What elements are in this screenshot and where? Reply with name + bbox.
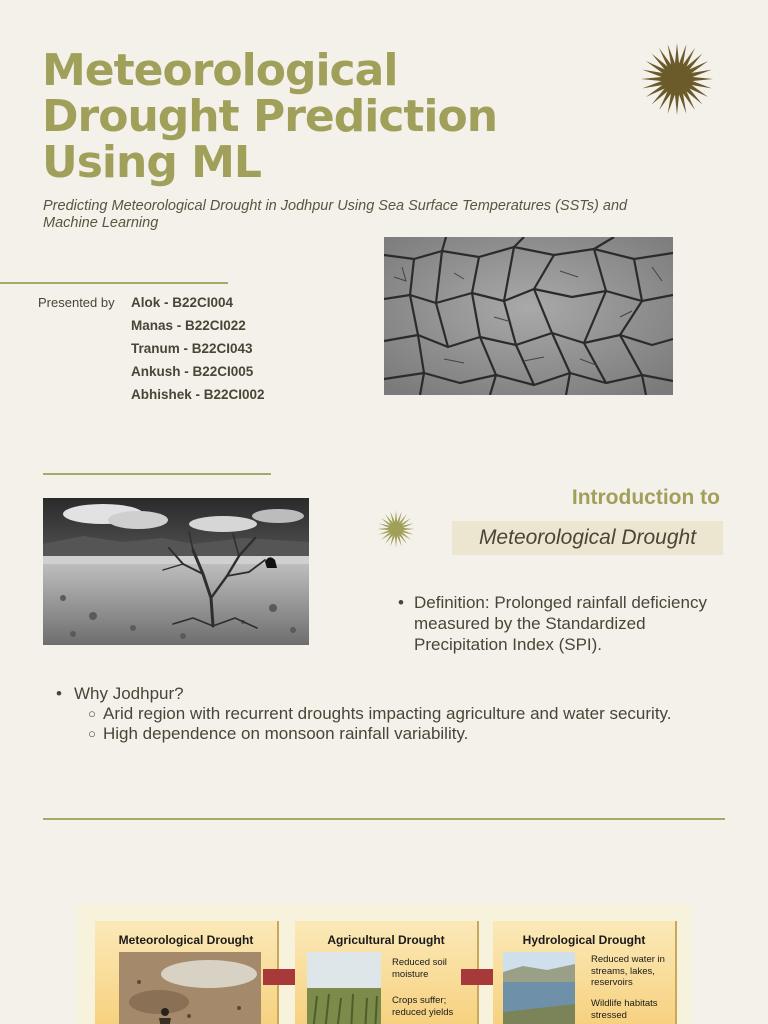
bullet-icon: • <box>56 684 62 703</box>
presenter-name: Abhishek - B22CI002 <box>131 387 265 402</box>
dead-tree-photo <box>43 498 309 645</box>
presenter-name: Manas - B22CI022 <box>131 318 246 333</box>
subtitle: Predicting Meteorological Drought in Jodhpur Using Sea Surface Temperatures (SSTs) and Machine Learning <box>43 198 628 231</box>
agricultural-drought-card <box>295 921 479 1024</box>
drought-types-diagram <box>77 905 691 1024</box>
card-title: Meteorological Drought <box>118 933 254 947</box>
title-line: Drought Prediction <box>42 91 498 142</box>
divider <box>43 473 271 475</box>
list-item-text: Arid region with recurrent droughts impacting agriculture and water security. <box>103 704 672 723</box>
list-item-text: High dependence on monsoon rainfall variability. <box>103 724 469 743</box>
list-item <box>56 684 736 704</box>
cracked-earth-photo <box>384 237 673 395</box>
circle-bullet-icon: ○ <box>88 706 96 721</box>
card-note: Wildlife habitats stressed <box>591 998 658 1021</box>
presenter-name: Ankush - B22CI005 <box>131 364 254 379</box>
presented-by-label: Presented by <box>38 295 115 310</box>
card-note: Reduced water in streams, lakes, reservoirs <box>591 954 665 988</box>
presenter-list <box>131 294 265 409</box>
crop-field-photo <box>307 952 381 1024</box>
sunburst-icon <box>377 510 415 548</box>
divider <box>43 818 725 820</box>
definition-text: Definition: Prolonged rainfall deficiency measured by the Standardized Precipitation Index (SPI). <box>414 593 707 654</box>
list-subitem <box>88 724 736 744</box>
page-title <box>42 45 562 188</box>
meteorological-drought-card <box>95 921 279 1024</box>
list-subitem <box>88 704 736 724</box>
definition-bullet <box>398 592 738 655</box>
presenter-name: Tranum - B22CI043 <box>131 341 253 356</box>
section-subheading: Meteorological Drought <box>452 521 723 555</box>
reservoir-photo <box>503 952 575 1024</box>
divider <box>0 282 228 284</box>
hydrological-drought-card <box>493 921 677 1024</box>
card-title: Agricultural Drought <box>327 933 445 947</box>
why-jodhpur-list <box>56 684 736 744</box>
title-line: Using ML <box>42 137 261 188</box>
title-line: Meteorological <box>42 45 398 96</box>
sunburst-icon <box>640 42 714 116</box>
card-note: Reduced soil moisture <box>392 957 447 980</box>
section-heading: Introduction to <box>571 486 720 509</box>
card-note: Crops suffer; reduced yields <box>392 995 454 1018</box>
circle-bullet-icon: ○ <box>88 726 96 741</box>
card-title: Hydrological Drought <box>522 933 646 947</box>
list-item-text: Why Jodhpur? <box>74 684 184 703</box>
bullet-icon: • <box>398 593 404 612</box>
dry-lakebed-photo <box>119 952 261 1024</box>
presenter-name: Alok - B22CI004 <box>131 295 234 310</box>
